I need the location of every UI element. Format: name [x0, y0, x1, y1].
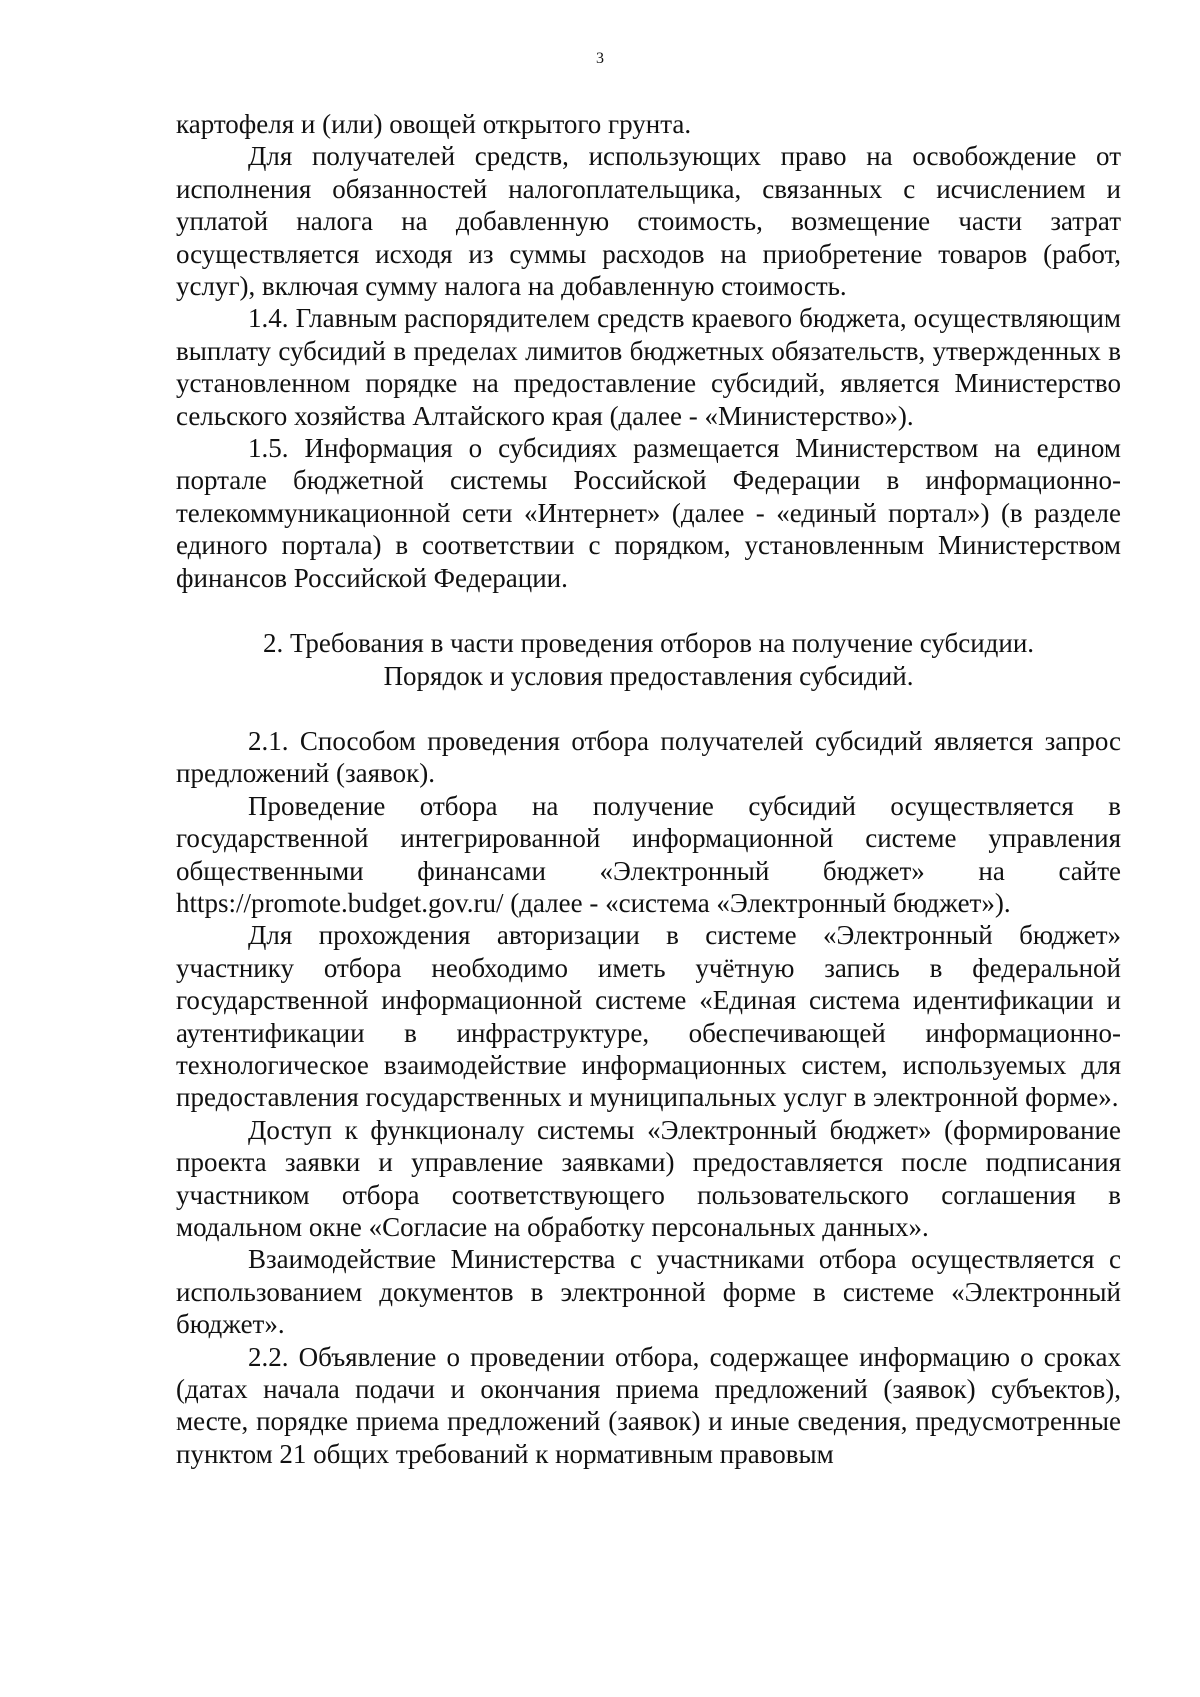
paragraph-interaction: Взаимодействие Министерства с участниками отбора осуществляется с использованием документов в электронной форме в системе «Электронный бюджет». [176, 1244, 1121, 1340]
paragraph-1-4: 1.4. Главным распорядителем средств краевого бюджета, осуществляющим выплату субсидий в пределах лимитов бюджетных обязательств, утвержденных в установленном порядке на предоставление субсидий, является Министерство сельского хозяйства Алтайского края (далее - «Министерство»). [176, 303, 1121, 431]
paragraph-selection-system: Проведение отбора на получение субсидий осуществляется в государственной интегрированной информационной системе управления общественными финансами «Электронный бюджет» на сайте https://promote.budget.gov.ru/ (далее - «система «Электронный бюджет»). [176, 790, 1121, 918]
paragraph-2-2: 2.2. Объявление о проведении отбора, содержащее информацию о сроках (датах начала подачи и окончания приема предложений (заявок) субъектов), месте, порядке приема предложений (заявок) и иные сведения, предусмотренные пунктом 21 общих требований к нормативным правовым [176, 1341, 1121, 1469]
page-number: 3 [596, 50, 604, 67]
paragraph-authorization: Для прохождения авторизации в системе «Электронный бюджет» участнику отбора необходимо иметь учётную запись в федеральной государственной информационной системе «Единая система идентификации и аутентификации в инфраструктуре, обеспечивающей информационно-технологическое взаимодействие информационных систем, используемых для предоставления государственных и муниципальных услуг в электронной форме». [176, 920, 1121, 1113]
section-heading [176, 627, 1121, 692]
paragraph-1-5: 1.5. Информация о субсидиях размещается Министерством на едином портале бюджетной системы Российской Федерации в информационно-телекоммуникационной сети «Интернет» (далее - «единый портал») (в разделе единого портала) в соответствии с порядком, установленным Министерством финансов Российской Федерации. [176, 433, 1121, 593]
paragraph-2-1: 2.1. Способом проведения отбора получателей субсидий является запрос предложений (заявок). [176, 725, 1121, 789]
section-heading-line-1: 2. Требования в части проведения отборов на получение субсидии. [262, 628, 1035, 659]
paragraph-vat: Для получателей средств, использующих право на освобождение от исполнения обязанностей налогоплательщика, связанных с исчислением и уплатой налога на добавленную стоимость, возмещение части затрат осуществляется исходя из суммы расходов на приобретение товаров (работ, услуг), включая сумму налога на добавленную стоимость. [176, 141, 1121, 302]
document-body [176, 108, 1121, 1470]
paragraph-access: Доступ к функционалу системы «Электронный бюджет» (формирование проекта заявки и управление заявками) предоставляется после подписания участником отбора соответствующего пользовательского соглашения в модальном окне «Согласие на обработку персональных данных». [176, 1114, 1121, 1242]
section-heading-line-2: Порядок и условия предоставления субсидий. [383, 660, 914, 691]
paragraph-continuation: картофеля и (или) овощей открытого грунта. [176, 109, 692, 139]
